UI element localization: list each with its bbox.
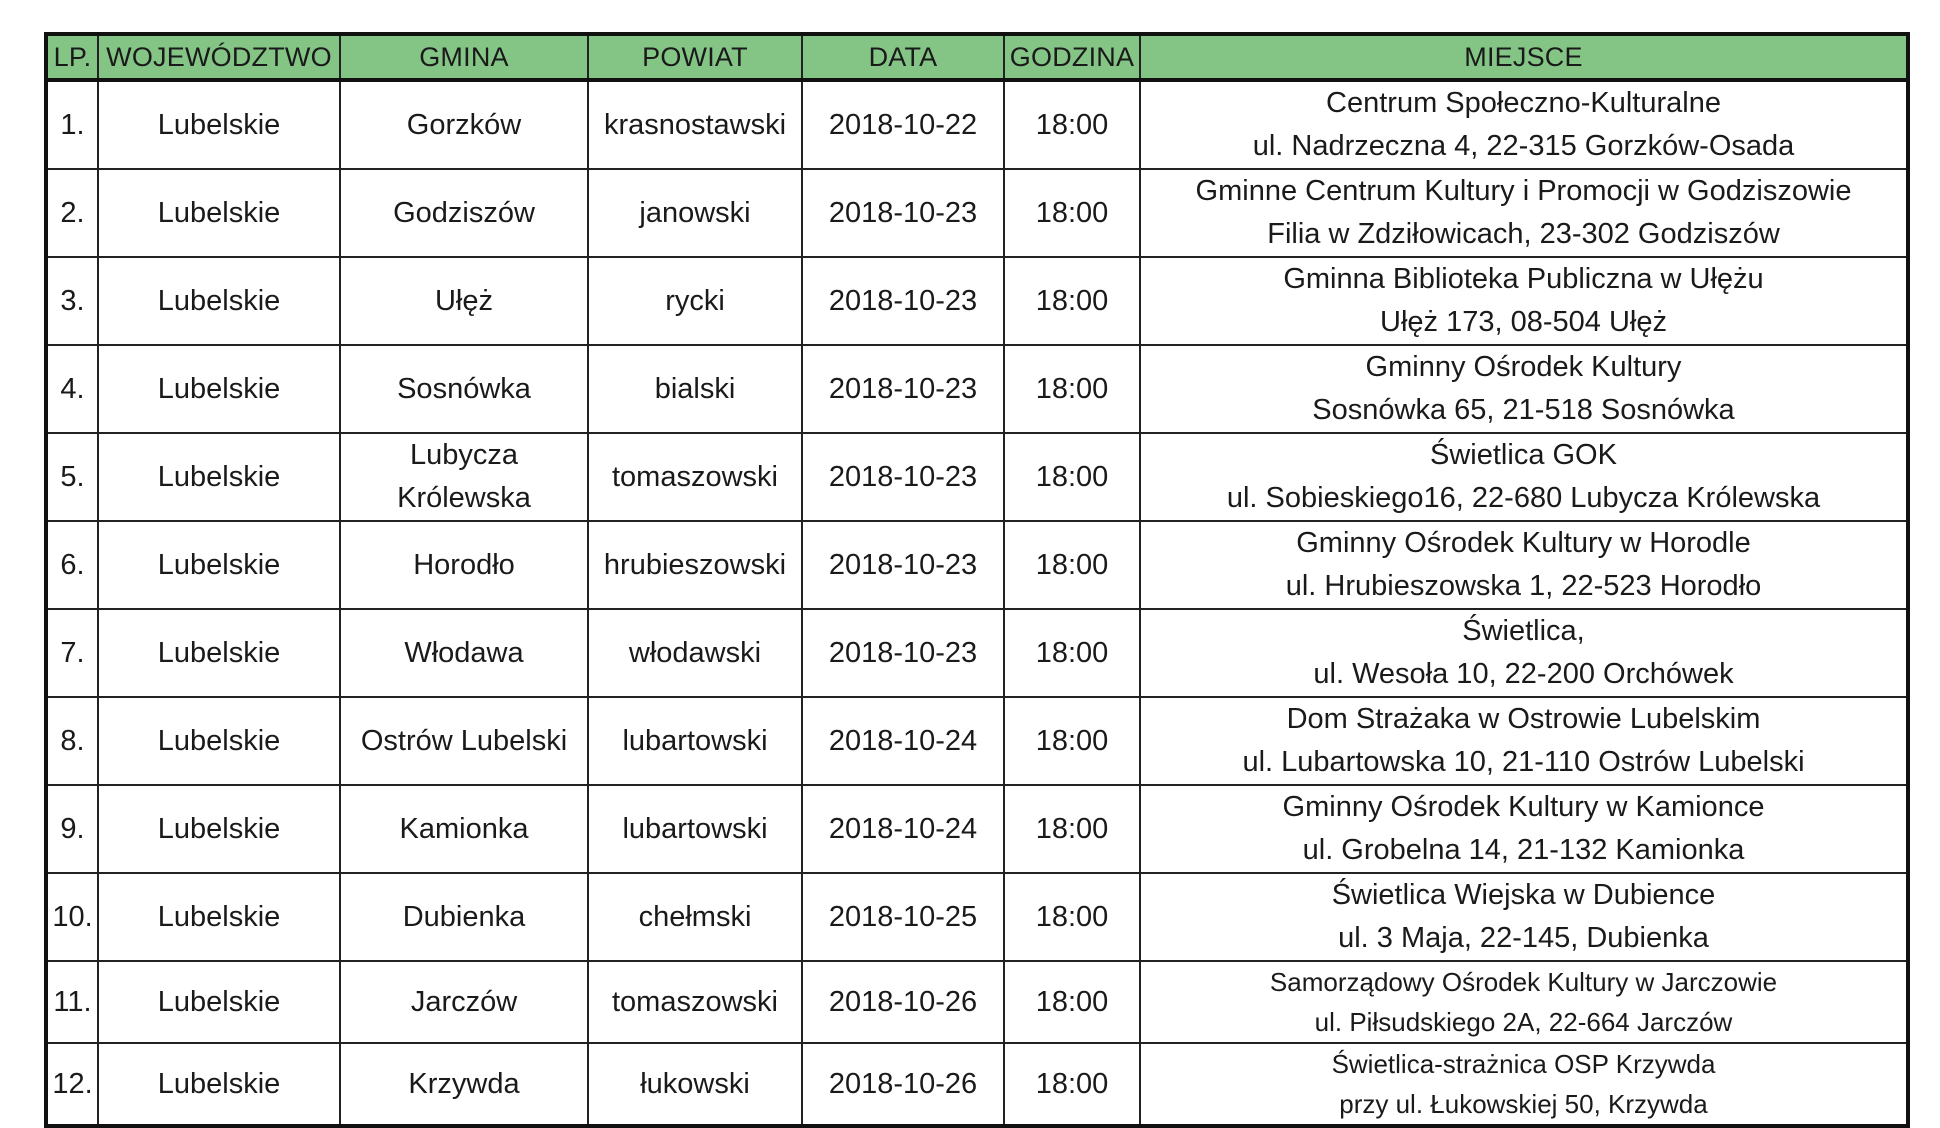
cell-miejsce (1140, 80, 1908, 169)
cell-miejsce (1140, 961, 1908, 1043)
cell-lp: 1. (46, 80, 98, 169)
cell-lp: 10. (46, 873, 98, 961)
miejsce-name: Samorządowy Ośrodek Kultury w Jarczowie (1269, 967, 1778, 997)
cell-miejsce (1140, 609, 1908, 697)
miejsce-name: Gminny Ośrodek Kultury w Horodle (1296, 527, 1751, 559)
cell-wojewodztwo: Lubelskie (98, 697, 340, 785)
cell-gmina: Ułęż (340, 257, 588, 345)
cell-gmina: Krzywda (340, 1043, 588, 1126)
header-miejsce: MIEJSCE (1140, 34, 1908, 80)
table-row (46, 873, 1908, 961)
miejsce-address: ul. 3 Maja, 22-145, Dubienka (1338, 922, 1709, 954)
miejsce-address: ul. Wesoła 10, 22-200 Orchówek (1313, 658, 1734, 690)
miejsce-name: Świetlica GOK (1430, 439, 1617, 471)
cell-lp: 7. (46, 609, 98, 697)
cell-data: 2018-10-22 (802, 80, 1004, 169)
cell-gmina: Godziszów (340, 169, 588, 257)
cell-gmina: Horodło (340, 521, 588, 609)
cell-powiat: krasnostawski (588, 80, 802, 169)
miejsce-address: przy ul. Łukowskiej 50, Krzywda (1339, 1089, 1708, 1119)
cell-wojewodztwo: Lubelskie (98, 961, 340, 1043)
header-row (46, 34, 1908, 80)
cell-godzina: 18:00 (1004, 1043, 1140, 1126)
cell-gmina: Sosnówka (340, 345, 588, 433)
header-wojewodztwo: WOJEWÓDZTWO (98, 34, 340, 80)
miejsce-name: Świetlica, (1462, 615, 1585, 647)
miejsce-address: Filia w Zdziłowicach, 23-302 Godziszów (1267, 218, 1780, 250)
cell-powiat: chełmski (588, 873, 802, 961)
cell-lp: 12. (46, 1043, 98, 1126)
miejsce-address: ul. Nadrzeczna 4, 22-315 Gorzków-Osada (1252, 130, 1795, 162)
schedule-table (44, 32, 1910, 1128)
cell-powiat: bialski (588, 345, 802, 433)
cell-powiat: hrubieszowski (588, 521, 802, 609)
miejsce-name: Gminne Centrum Kultury i Promocji w Godziszowie (1195, 175, 1852, 207)
cell-powiat: rycki (588, 257, 802, 345)
header-powiat: POWIAT (588, 34, 802, 80)
cell-godzina: 18:00 (1004, 609, 1140, 697)
cell-wojewodztwo: Lubelskie (98, 785, 340, 873)
cell-data: 2018-10-23 (802, 433, 1004, 521)
cell-lp: 11. (46, 961, 98, 1043)
cell-wojewodztwo: Lubelskie (98, 1043, 340, 1126)
cell-miejsce (1140, 697, 1908, 785)
cell-wojewodztwo: Lubelskie (98, 80, 340, 169)
cell-gmina: Kamionka (340, 785, 588, 873)
cell-godzina: 18:00 (1004, 80, 1140, 169)
cell-powiat: lubartowski (588, 785, 802, 873)
cell-lp: 6. (46, 521, 98, 609)
cell-data: 2018-10-25 (802, 873, 1004, 961)
cell-gmina: Dubienka (340, 873, 588, 961)
miejsce-address: Ułęż 173, 08-504 Ułęż (1380, 306, 1667, 338)
header-data: DATA (802, 34, 1004, 80)
cell-godzina: 18:00 (1004, 697, 1140, 785)
cell-powiat: tomaszowski (588, 433, 802, 521)
cell-gmina: Jarczów (340, 961, 588, 1043)
cell-data: 2018-10-24 (802, 697, 1004, 785)
cell-wojewodztwo: Lubelskie (98, 257, 340, 345)
cell-miejsce (1140, 1043, 1908, 1126)
miejsce-name: Świetlica Wiejska w Dubience (1331, 879, 1716, 911)
miejsce-address: ul. Sobieskiego16, 22-680 Lubycza Królewska (1226, 482, 1821, 514)
cell-data: 2018-10-23 (802, 257, 1004, 345)
miejsce-address: ul. Hrubieszowska 1, 22-523 Horodło (1285, 570, 1762, 602)
cell-lp: 2. (46, 169, 98, 257)
cell-data: 2018-10-23 (802, 345, 1004, 433)
miejsce-address: ul. Lubartowska 10, 21-110 Ostrów Lubelski (1242, 746, 1805, 778)
cell-powiat: janowski (588, 169, 802, 257)
miejsce-name: Gminny Ośrodek Kultury w Kamionce (1282, 791, 1765, 823)
cell-data: 2018-10-24 (802, 785, 1004, 873)
header-gmina: GMINA (340, 34, 588, 80)
table-body (46, 80, 1908, 1126)
cell-lp: 3. (46, 257, 98, 345)
cell-godzina: 18:00 (1004, 257, 1140, 345)
miejsce-name: Gminny Ośrodek Kultury (1365, 351, 1682, 383)
cell-godzina: 18:00 (1004, 961, 1140, 1043)
cell-godzina: 18:00 (1004, 873, 1140, 961)
cell-data: 2018-10-26 (802, 961, 1004, 1043)
miejsce-name: Świetlica-strażnica OSP Krzywda (1331, 1049, 1716, 1079)
cell-miejsce (1140, 785, 1908, 873)
cell-miejsce (1140, 345, 1908, 433)
cell-miejsce (1140, 521, 1908, 609)
miejsce-address: ul. Grobelna 14, 21-132 Kamionka (1302, 834, 1745, 866)
cell-lp: 5. (46, 433, 98, 521)
table-row (46, 961, 1908, 1043)
cell-godzina: 18:00 (1004, 345, 1140, 433)
cell-lp: 9. (46, 785, 98, 873)
cell-wojewodztwo: Lubelskie (98, 345, 340, 433)
table-row (46, 521, 1908, 609)
cell-lp: 8. (46, 697, 98, 785)
cell-wojewodztwo: Lubelskie (98, 169, 340, 257)
cell-gmina: Lubycza Królewska (340, 433, 588, 521)
table-row (46, 257, 1908, 345)
cell-wojewodztwo: Lubelskie (98, 521, 340, 609)
cell-gmina: Ostrów Lubelski (340, 697, 588, 785)
table-row (46, 169, 1908, 257)
cell-godzina: 18:00 (1004, 169, 1140, 257)
table-row (46, 80, 1908, 169)
cell-godzina: 18:00 (1004, 433, 1140, 521)
cell-powiat: tomaszowski (588, 961, 802, 1043)
cell-wojewodztwo: Lubelskie (98, 873, 340, 961)
cell-miejsce (1140, 873, 1908, 961)
table-row (46, 433, 1908, 521)
cell-miejsce (1140, 257, 1908, 345)
cell-godzina: 18:00 (1004, 521, 1140, 609)
table-row (46, 609, 1908, 697)
header-godzina: GODZINA (1004, 34, 1140, 80)
cell-gmina: Gorzków (340, 80, 588, 169)
miejsce-address: ul. Piłsudskiego 2A, 22-664 Jarczów (1314, 1007, 1733, 1037)
table-row (46, 697, 1908, 785)
cell-data: 2018-10-23 (802, 521, 1004, 609)
cell-powiat: łukowski (588, 1043, 802, 1126)
table-row (46, 785, 1908, 873)
cell-wojewodztwo: Lubelskie (98, 433, 340, 521)
cell-miejsce (1140, 433, 1908, 521)
table-row (46, 1043, 1908, 1126)
miejsce-name: Centrum Społeczno-Kulturalne (1326, 87, 1721, 119)
cell-wojewodztwo: Lubelskie (98, 609, 340, 697)
cell-data: 2018-10-23 (802, 169, 1004, 257)
miejsce-name: Dom Strażaka w Ostrowie Lubelskim (1286, 703, 1761, 735)
cell-data: 2018-10-23 (802, 609, 1004, 697)
table-row (46, 345, 1908, 433)
miejsce-address: Sosnówka 65, 21-518 Sosnówka (1312, 394, 1735, 426)
table-header (46, 34, 1908, 80)
cell-data: 2018-10-26 (802, 1043, 1004, 1126)
cell-powiat: lubartowski (588, 697, 802, 785)
cell-lp: 4. (46, 345, 98, 433)
cell-gmina: Włodawa (340, 609, 588, 697)
cell-godzina: 18:00 (1004, 785, 1140, 873)
cell-miejsce (1140, 169, 1908, 257)
header-lp: LP. (46, 34, 98, 80)
cell-powiat: włodawski (588, 609, 802, 697)
miejsce-name: Gminna Biblioteka Publiczna w Ułężu (1283, 263, 1764, 295)
